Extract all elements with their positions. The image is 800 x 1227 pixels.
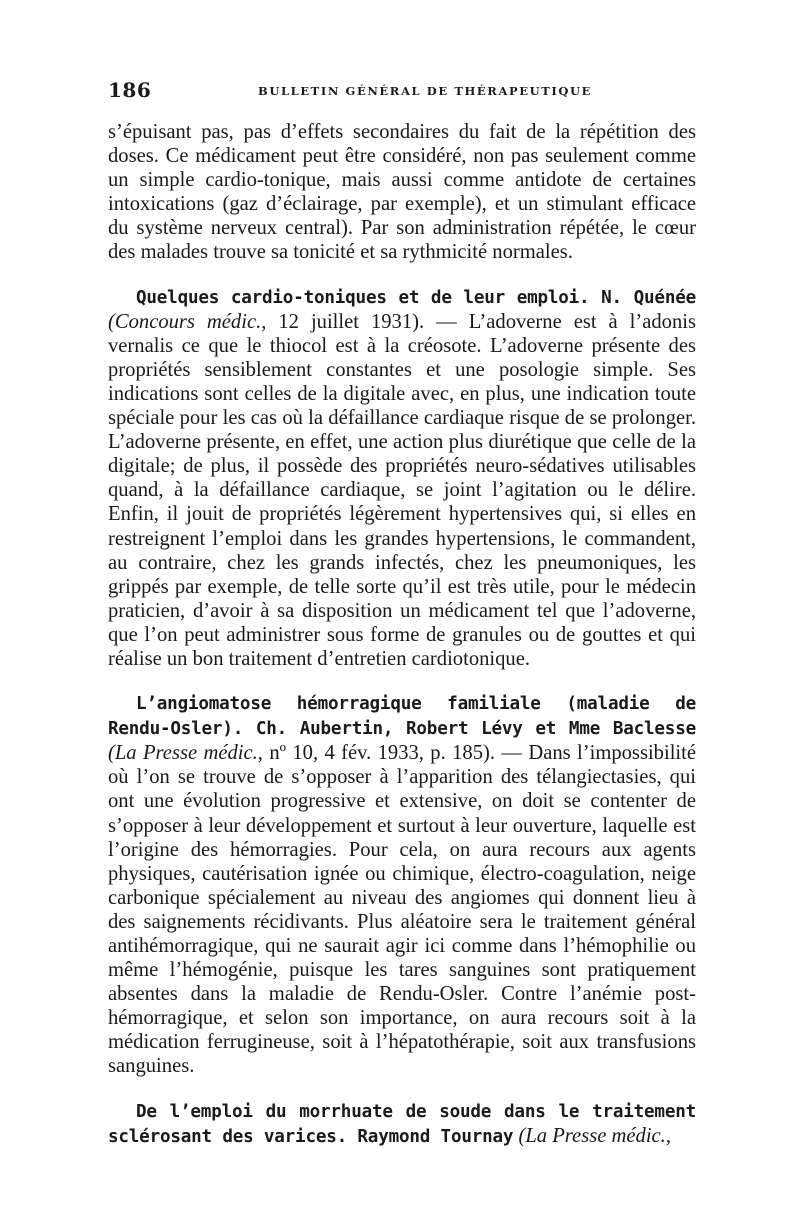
page: [108, 78, 696, 1149]
article-angiomatose: [108, 691, 696, 1079]
page-header: [108, 78, 696, 102]
article-citation-date: nº 10, 4 fév. 1933, p. 185).: [262, 742, 496, 765]
article-citation-source: (La Presse médic.,: [518, 1124, 671, 1147]
article-paragraph: [108, 285, 696, 672]
article-morrhuate: [108, 1099, 696, 1149]
article-citation-source: (Concours médic.,: [108, 310, 267, 333]
intro-paragraph: s’épuisant pas, pas d’effets secondaires du fait de la répétition des doses. Ce médicament peut être considéré, non pas seulement comme un simple cardio-tonique, mais aussi comme antidote de certaines intoxications (gaz d’éclairage, par exemple), et un stimulant efficace du système nerveux central). Par son administration répétée, le cœur des malades trouve sa tonicité et sa rythmicité normales.: [108, 121, 696, 264]
page-number: 186: [108, 78, 152, 102]
article-heading: De l’emploi du morrhuate de soude dans le traitement sclérosant des varices. Raymond Tournay: [108, 1101, 696, 1147]
article-body: — L’adoverne est à l’adonis vernalis ce que le thiocol est à la créosote. L’adoverne présente des propriétés sensiblement constantes et une posologie simple. Ses indications sont celles de la digitale avec, en plus, une indication toute spéciale pour les cas où la défaillance cardiaque risque de se prolonger. L’adoverne présente, en effet, une action plus diurétique que celle de la digitale; de plus, il possède des propriétés neuro-sédatives utilisables quand, à la défaillance cardiaque, se joint l’agitation ou le délire. Enfin, il jouit de propriétés légèrement hypertensives qui, si elles en restreignent l’emploi dans les grandes hypertensions, le commandent, au contraire, chez les grands infectés, chez les pneumoniques, les grippés par exemple, de telle sorte qu’il est très utile, pour le médecin praticien, d’avoir à sa disposition un médicament tel que l’adoverne, que l’on peut administrer sous forme de granules ou de gouttes et qui réalise un bon traitement d’entretien cardiotonique.: [108, 310, 697, 670]
article-citation-source: (La Presse médic.,: [108, 742, 263, 765]
running-head: BULLETIN GÉNÉRAL DE THÉRAPEUTIQUE: [258, 84, 592, 98]
article-paragraph: [108, 1099, 696, 1149]
article-paragraph: [108, 691, 696, 1079]
article-citation-date: 12 juillet 1931).: [266, 310, 425, 333]
article-heading: L’angiomatose hémorragique familiale (maladie de Rendu-Osler). Ch. Aubertin, Robert Lévy et Mme Baclesse: [108, 694, 696, 740]
article-cardiotoniques: [108, 285, 696, 672]
article-heading: Quelques cardio-toniques et de leur emploi. N. Quénée: [136, 287, 696, 308]
article-body: — Dans l’impossibilité où l’on se trouve de s’opposer à l’apparition des télangiectasies, qui ont une évolution progressive et extensive, on doit se contenter de s’opposer à leur développement et surtout à leur ouverture, laquelle est l’origine des hémorragies. Pour cela, on aura recours aux agents physiques, cautérisation ignée ou chimique, électro-coagulation, neige carbonique spécialement au niveau des angiomes qui donnent lieu à des saignements récidivants. Plus aléatoire sera le traitement général antihémorragique, qui ne saurait agir ici comme dans l’hémophilie ou même l’hémogénie, puisque les tares sanguines sont pratiquement absentes dans la maladie de Rendu-Osler. Contre l’anémie post-hémorragique, et selon son importance, on aura recours soit à la médication ferrugineuse, soit à l’hépatothérapie, soit aux transfusions sanguines.: [108, 742, 697, 1078]
